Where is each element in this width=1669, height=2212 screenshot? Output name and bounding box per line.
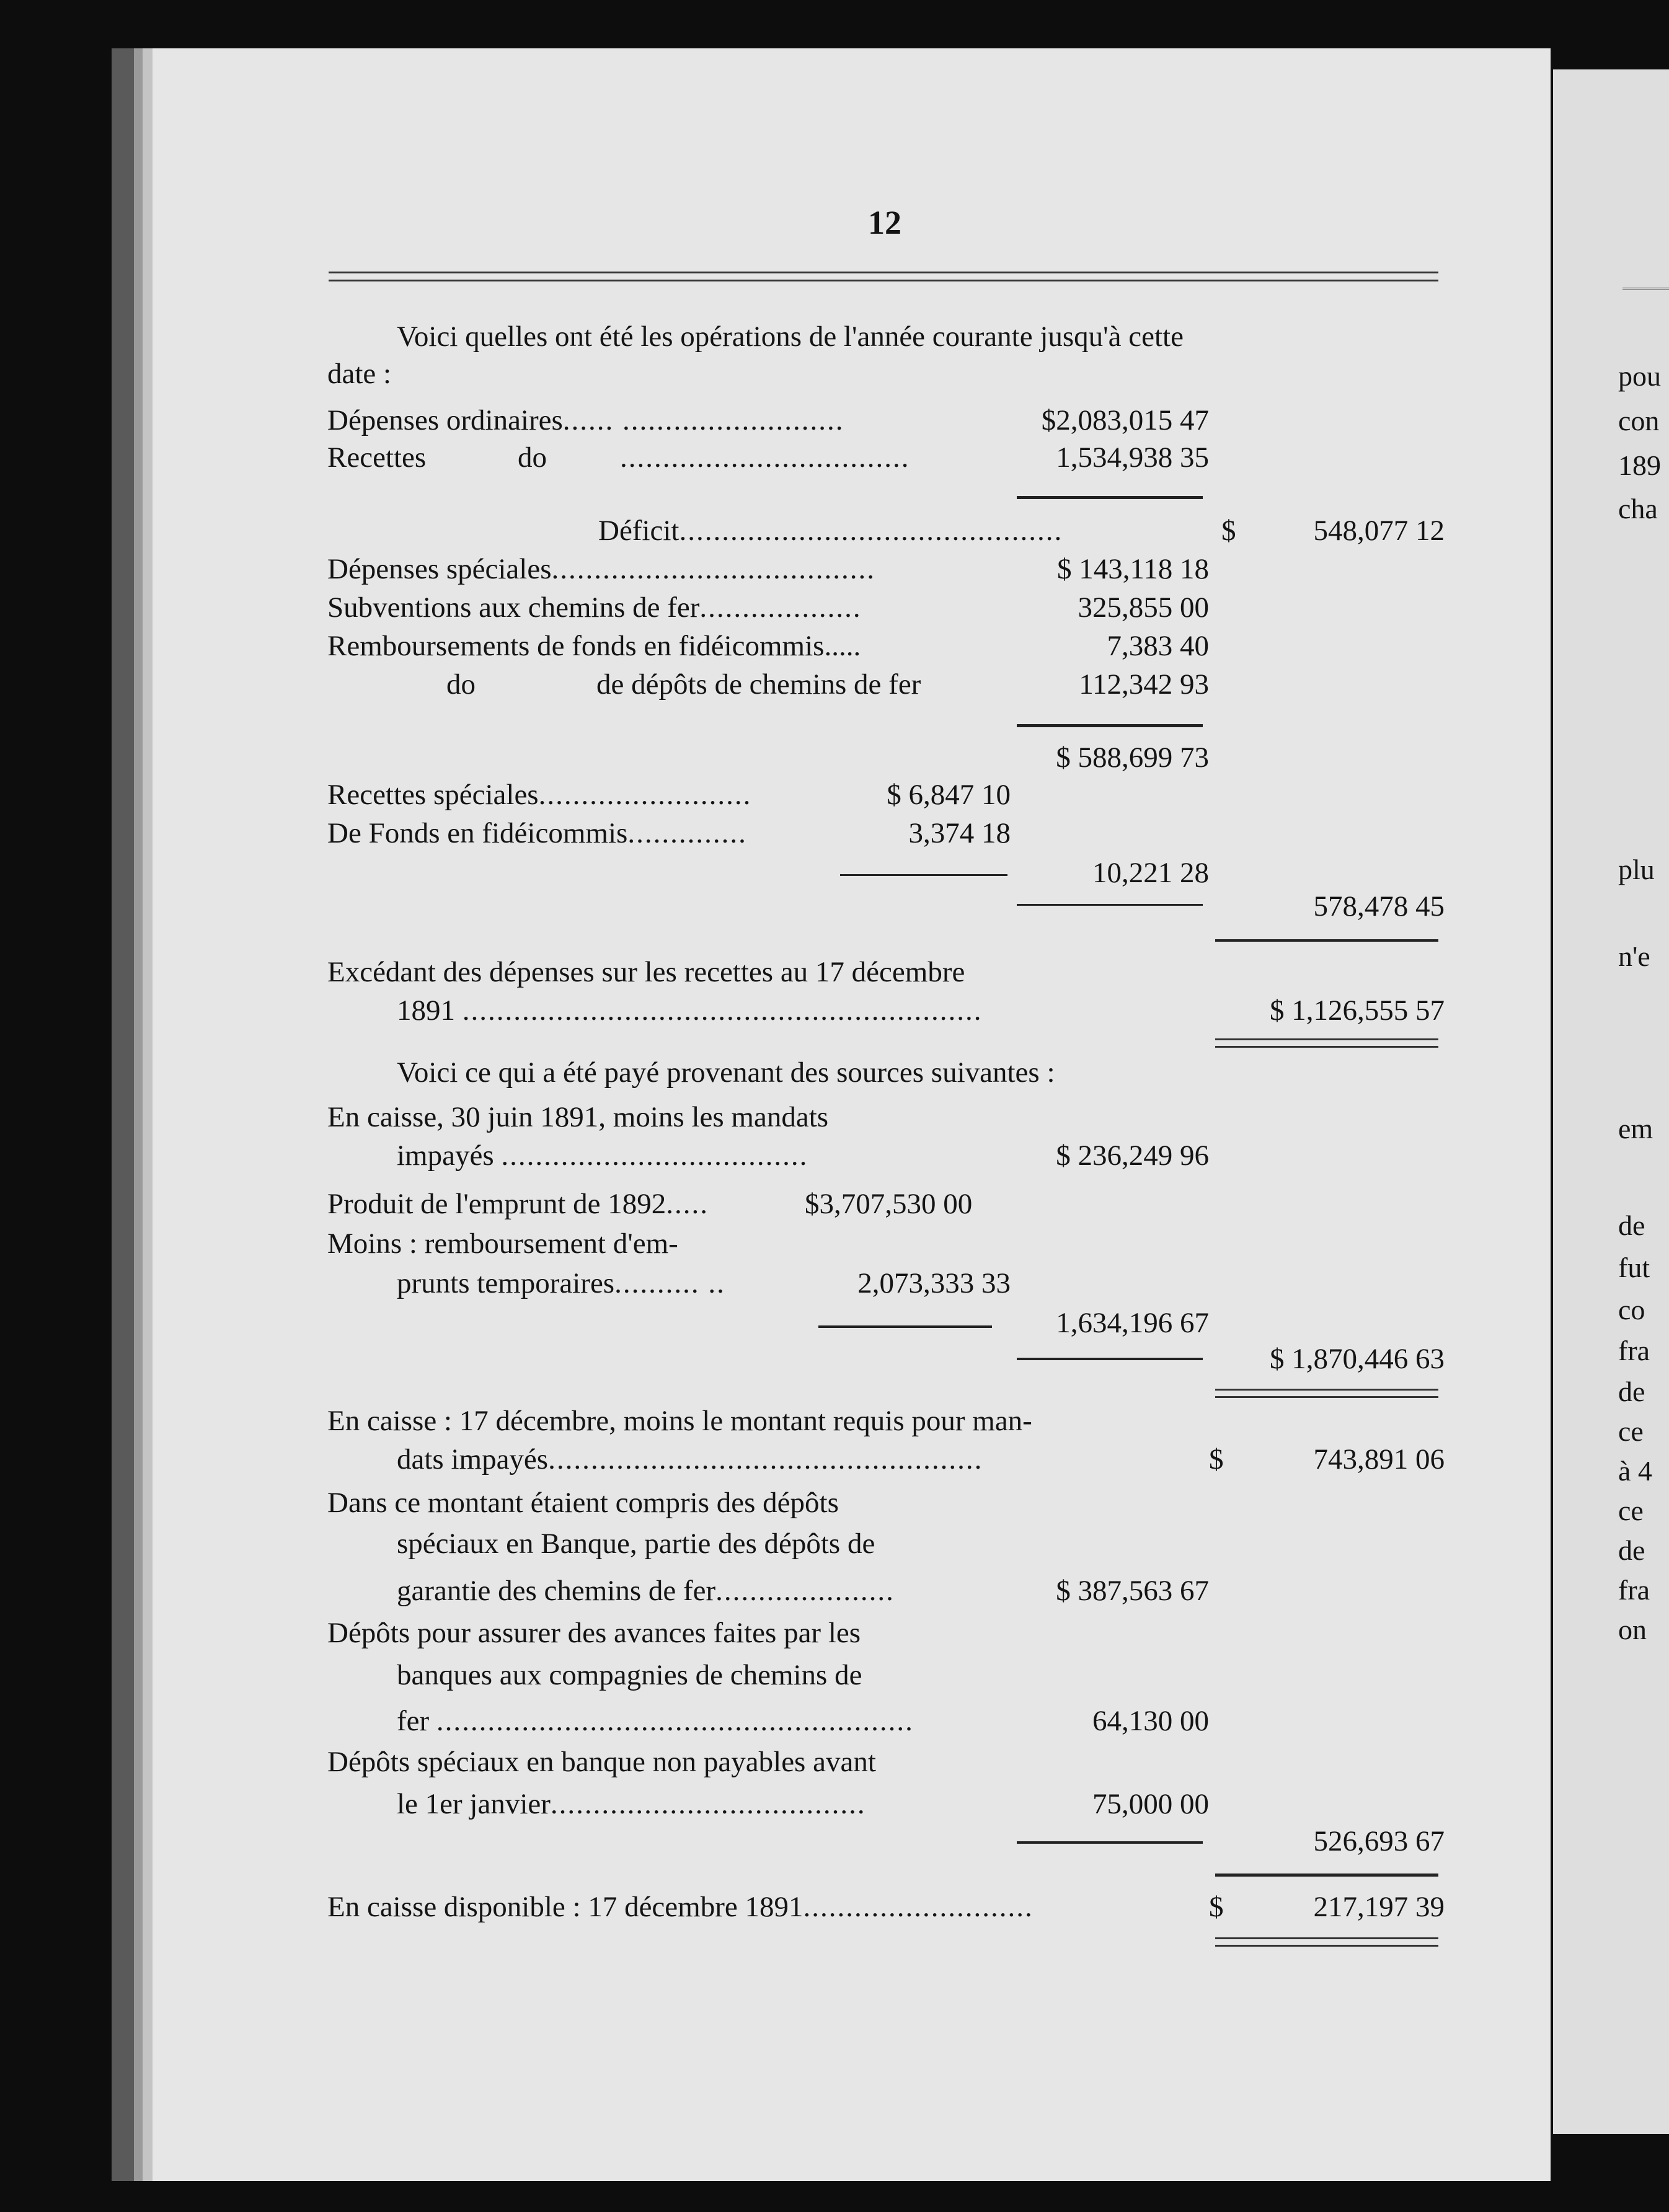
sum-rule xyxy=(1017,724,1203,727)
facing-text: co xyxy=(1618,1294,1645,1325)
facing-text: em xyxy=(1618,1113,1654,1144)
dollar-sign: $ xyxy=(1221,515,1236,547)
page-number: 12 xyxy=(868,204,901,241)
row-label: dats impayés................................................... xyxy=(397,1443,983,1475)
amount: 2,073,333 33 xyxy=(857,1267,1011,1299)
amount: 217,197 39 xyxy=(1313,1891,1445,1923)
facing-text: on xyxy=(1618,1614,1647,1645)
row-label: spéciaux en Banque, partie des dépôts de xyxy=(397,1528,875,1560)
sum-rule xyxy=(1215,1874,1438,1877)
row-label: Dans ce montant étaient compris des dépôts xyxy=(327,1487,839,1519)
row-label: fer ........................................................ xyxy=(397,1705,914,1737)
sum-rule xyxy=(840,874,1007,876)
row-label: banques aux compagnies de chemins de xyxy=(397,1659,862,1691)
header-rule xyxy=(1623,288,1669,290)
row-label: Dépôts spéciaux en banque non payables avant xyxy=(327,1746,876,1778)
facing-text: à 4 xyxy=(1618,1455,1652,1487)
row-label: Subventions aux chemins de fer................... xyxy=(327,591,862,624)
double-rule xyxy=(1215,1389,1438,1398)
sum-rule xyxy=(1017,1841,1203,1844)
ditto-mark: do xyxy=(446,668,476,701)
sum-rule xyxy=(1017,1358,1203,1360)
dollar-sign: $ xyxy=(1209,1891,1224,1923)
amount: $ 1,126,555 57 xyxy=(1270,994,1445,1027)
subtotal: $ 588,699 73 xyxy=(1056,741,1209,774)
row-label: Moins : remboursement d'em- xyxy=(327,1228,678,1260)
row-label: Déficit............................................. xyxy=(598,515,1063,547)
intro-line-2: date : xyxy=(327,358,392,390)
sum-rule xyxy=(818,1325,992,1328)
double-rule xyxy=(1215,1937,1438,1947)
row-label: En caisse disponible : 17 décembre 1891........................... xyxy=(327,1891,1034,1923)
amount: 1,534,938 35 xyxy=(1056,441,1209,474)
leader-dots: .................................. xyxy=(620,441,910,474)
dollar-sign: $ xyxy=(1209,1443,1224,1475)
amount: $3,707,530 00 xyxy=(805,1188,973,1220)
facing-text: n'e xyxy=(1618,940,1650,972)
amount: 64,130 00 xyxy=(1092,1705,1209,1737)
row-label: de dépôts de chemins de fer xyxy=(596,668,921,701)
row-label: prunts temporaires.......... .. xyxy=(397,1267,725,1299)
row-label: Remboursements de fonds en fidéicommis..... xyxy=(327,630,861,662)
amount: 3,374 18 xyxy=(908,817,1011,849)
facing-text: de xyxy=(1618,1534,1645,1566)
amount: 75,000 00 xyxy=(1092,1788,1209,1820)
amount: 325,855 00 xyxy=(1078,591,1209,624)
amount: 743,891 06 xyxy=(1313,1443,1445,1475)
facing-text: con xyxy=(1618,405,1660,436)
facing-text: 189 xyxy=(1618,449,1661,481)
amount: 112,342 93 xyxy=(1079,668,1209,701)
amount: $ 6,847 10 xyxy=(887,779,1011,811)
facing-text: fra xyxy=(1618,1335,1650,1366)
facing-text: fra xyxy=(1618,1574,1650,1606)
row-label: 1891 ............................................................. xyxy=(397,994,983,1027)
ditto-mark: do xyxy=(518,441,547,474)
row-label: De Fonds en fidéicommis.............. xyxy=(327,817,747,849)
facing-text: ce xyxy=(1618,1415,1644,1447)
row-label: impayés .................................... xyxy=(397,1139,808,1172)
amount: $ 236,249 96 xyxy=(1056,1139,1209,1172)
header-rule xyxy=(329,272,1438,281)
row-label: garantie des chemins de fer..................... xyxy=(397,1575,895,1607)
amount: 7,383 40 xyxy=(1107,630,1209,662)
facing-text: plu xyxy=(1618,854,1655,885)
row-label: Recettes xyxy=(327,441,427,474)
amount: $2,083,015 47 xyxy=(1041,404,1209,436)
row-label: le 1er janvier..................................... xyxy=(397,1788,866,1820)
subtotal: 10,221 28 xyxy=(1092,857,1209,889)
row-label: Recettes spéciales......................... xyxy=(327,779,752,811)
amount: 548,077 12 xyxy=(1313,515,1445,547)
facing-text: de xyxy=(1618,1376,1645,1407)
amount: $ 387,563 67 xyxy=(1056,1575,1209,1607)
row-label: Dépenses ordinaires...... .......................... xyxy=(327,404,844,436)
subtotal: 526,693 67 xyxy=(1313,1825,1445,1857)
amount: $ 143,118 18 xyxy=(1056,553,1209,585)
intro-line-1: Voici quelles ont été les opérations de l'année courante jusqu'à cette xyxy=(397,321,1184,353)
paragraph: Voici ce qui a été payé provenant des sources suivantes : xyxy=(397,1056,1055,1089)
facing-text: ce xyxy=(1618,1495,1644,1526)
row-label: Dépenses spéciales...................................... xyxy=(327,553,875,585)
subtotal: 578,478 45 xyxy=(1313,890,1445,922)
facing-text: cha xyxy=(1618,493,1658,524)
row-label: En caisse, 30 juin 1891, moins les mandats xyxy=(327,1101,829,1133)
row-label: Dépôts pour assurer des avances faites par les xyxy=(327,1617,861,1649)
subtotal: 1,634,196 67 xyxy=(1056,1307,1209,1339)
amount: $ 1,870,446 63 xyxy=(1270,1343,1445,1375)
facing-text: de xyxy=(1618,1210,1645,1241)
sum-rule xyxy=(1017,904,1203,906)
facing-text: fut xyxy=(1618,1252,1650,1283)
row-label: Produit de l'emprunt de 1892..... xyxy=(327,1188,709,1220)
double-rule xyxy=(1215,1038,1438,1048)
row-label: Excédant des dépenses sur les recettes au 17 décembre xyxy=(327,956,965,988)
row-label: En caisse : 17 décembre, moins le montant requis pour man- xyxy=(327,1405,1032,1437)
sum-rule xyxy=(1215,939,1438,942)
facing-text: pou xyxy=(1618,360,1661,392)
sum-rule xyxy=(1017,496,1203,499)
